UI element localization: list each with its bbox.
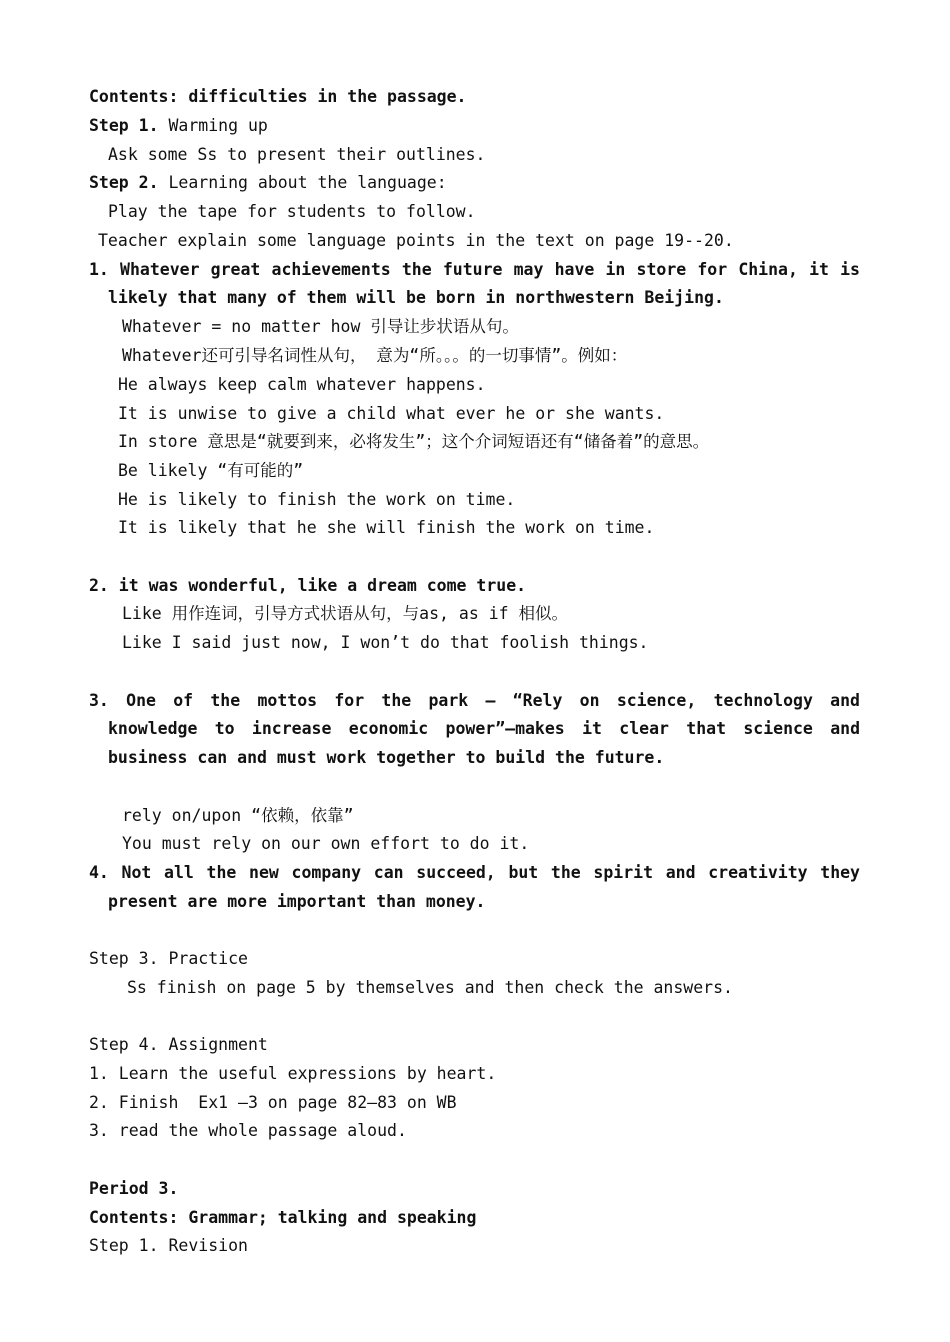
item1-sentence-line2: likely that many of them will be born in northwestern Beijing.	[108, 288, 724, 307]
step1-text: Ask some Ss to present their outlines.	[108, 145, 486, 164]
contents-heading-2: Contents: Grammar; talking and speaking	[89, 1208, 477, 1227]
step4-item-3: 3. read the whole passage aloud.	[89, 1121, 407, 1140]
step3-text: Ss finish on page 5 by themselves and then check the answers.	[127, 978, 733, 997]
item1-note-1: Whatever = no matter how 引导让步状语从句。	[122, 317, 519, 336]
item4-sentence-line2: present are more important than money.	[108, 892, 486, 911]
step3-heading: Step 3. Practice	[89, 949, 248, 968]
step2-text-2: Teacher explain some language points in the text on page 19--20.	[98, 231, 734, 250]
item1-note-2: Whatever还可引导名词性从句， 意为“所。。。的一切事情”。例如：	[122, 346, 628, 365]
item1-note-4: Be likely “有可能的”	[118, 461, 304, 480]
item2-sentence: 2. it was wonderful, like a dream come true.	[89, 576, 527, 595]
step2-heading	[89, 173, 447, 193]
item3-sentence-line1: 3. One of the mottos for the park – “Rely on science, technology and	[89, 691, 860, 710]
step1-label: Step 1.	[89, 116, 159, 135]
item3-example-1: You must rely on our own effort to do it.	[122, 834, 530, 853]
step2-text-1: Play the tape for students to follow.	[108, 202, 476, 221]
item1-sentence-line1: 1. Whatever great achievements the future may have in store for China, it is	[89, 260, 860, 279]
step2-title: Learning about the language:	[158, 173, 447, 192]
item1-example-3: He is likely to finish the work on time.	[118, 490, 516, 509]
item3-sentence-line3: business can and must work together to build the future.	[108, 748, 665, 767]
period-heading: Period 3.	[89, 1179, 179, 1198]
item1-example-4: It is likely that he she will finish the work on time.	[118, 518, 655, 537]
item4-sentence-line1: 4. Not all the new company can succeed, but the spirit and creativity they	[89, 863, 860, 882]
step4-item-1: 1. Learn the useful expressions by heart.	[89, 1064, 497, 1083]
item2-note-1: Like 用作连词，引导方式状语从句，与as, as if 相似。	[122, 604, 569, 623]
step4-heading: Step 4. Assignment	[89, 1035, 268, 1054]
step1-title: Warming up	[158, 116, 268, 135]
item2-example-1: Like I said just now, I won’t do that foolish things.	[122, 633, 649, 652]
item3-sentence-line2: knowledge to increase economic power”—makes it clear that science and	[108, 719, 860, 738]
step2-label: Step 2.	[89, 173, 159, 192]
item3-note-1: rely on/upon “依赖，依靠”	[122, 806, 354, 825]
item1-note-3: In store 意思是“就要到来，必将发生”；这个介词短语还有“储备着”的意思。	[118, 432, 710, 451]
step1-heading	[89, 116, 268, 136]
item1-example-2: It is unwise to give a child what ever he or she wants.	[118, 404, 665, 423]
item1-example-1: He always keep calm whatever happens.	[118, 375, 486, 394]
contents-heading: Contents: difficulties in the passage.	[89, 87, 467, 106]
step1-revision-heading: Step 1. Revision	[89, 1236, 248, 1255]
step4-item-2: 2. Finish Ex1 –3 on page 82—83 on WB	[89, 1093, 457, 1112]
